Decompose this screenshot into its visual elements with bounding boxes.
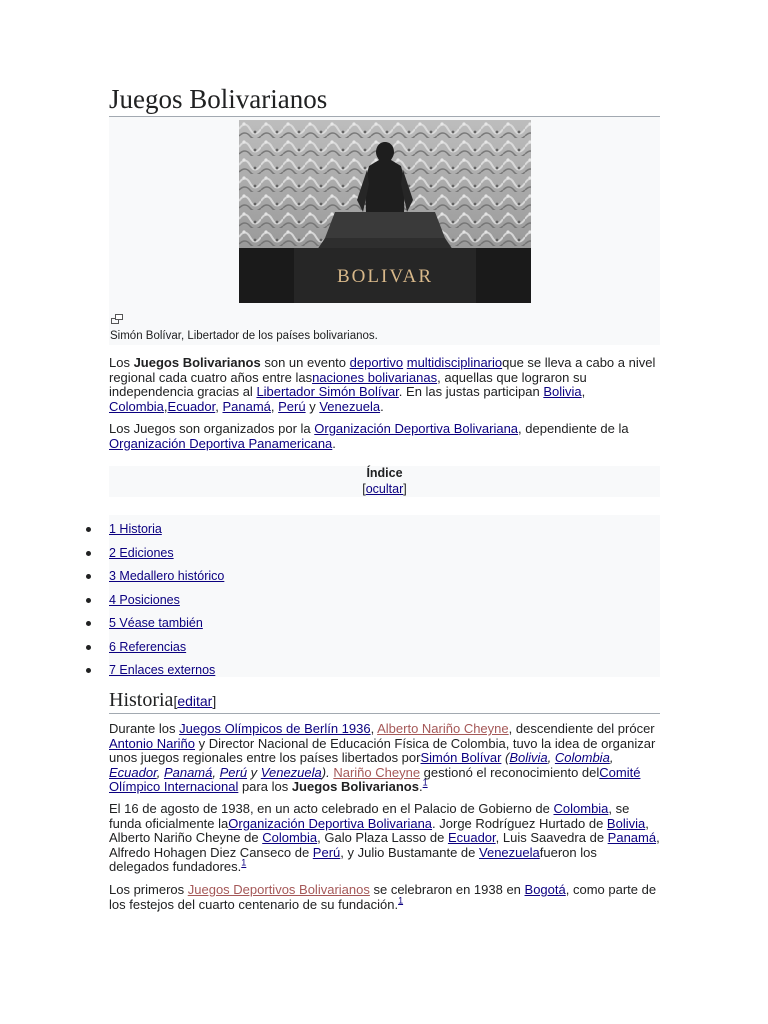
link-naciones-bolivarianas[interactable]: naciones bolivarianas [312,369,438,385]
toc-item-posiciones[interactable]: 4 Posiciones [109,593,180,607]
figure-caption: Simón Bolívar, Libertador de los países bolivarianos. [110,330,378,342]
ref-1[interactable]: 1 [398,895,404,906]
bolivar-monument-photo[interactable] [239,120,531,303]
bullet [86,574,91,579]
link-venezuela[interactable]: Venezuela [260,764,322,780]
link-peru[interactable]: Perú [278,398,306,414]
toc-hide-link[interactable]: ocultar [365,482,404,496]
toc-title: Índice [366,466,403,480]
page-title: Juegos Bolivarianos [109,84,328,114]
toc-item-medallero[interactable]: 3 Medallero histórico [109,569,224,583]
link-panama[interactable]: Panamá [607,830,657,845]
link-panama[interactable]: Panamá [222,398,271,414]
link-bolivia[interactable]: Bolivia [606,815,646,831]
link-bogota[interactable]: Bogotá [524,882,566,897]
edit-link[interactable]: editar [177,693,213,709]
link-odebo[interactable]: Organización Deportiva Bolivariana [228,815,433,831]
link-colombia[interactable]: Colombia [554,750,610,765]
toc-list [109,515,660,677]
enlarge-icon[interactable] [111,311,123,321]
link-deportivo[interactable]: deportivo [349,355,404,370]
plaque-text: BOLIVAR [337,266,433,287]
bullet [86,527,91,532]
link-odepa[interactable]: Organización Deportiva Panamericana [109,435,333,451]
link-colombia[interactable]: Colombia [553,801,609,816]
intro-paragraph-1: Los Juegos Bolivarianos son un evento deportivo multidisciplinarioque se lleva a cabo a nivel regional cada cuatro años entre lasnaciones bolivarianas, aquellas que lograron su independencia gracias al Libertador Simón Bolívar. En las justas participan Bolivia, Colombia,Ecuador, Panamá, Perú y Venezuela. [109,355,656,414]
link-antonio-narino[interactable]: Antonio Nariño [109,735,195,751]
link-colombia[interactable]: Colombia [109,398,164,414]
toc-toggle: [ocultar] [362,482,407,496]
link-colombia[interactable]: Colombia [262,830,318,845]
link-ecuador[interactable]: Ecuador [109,764,157,780]
link-multidisciplinario[interactable]: multidisciplinario [406,355,503,370]
section-edit: [editar] [173,693,217,709]
link-libertador[interactable]: Libertador Simón Bolívar [256,384,399,399]
link-peru[interactable]: Perú [219,764,248,780]
link-bolivia[interactable]: Bolivia [543,384,582,399]
section-heading-historia: Historia[editar] [109,689,217,711]
section-divider [109,713,660,714]
toc-item-historia[interactable]: 1 Historia [109,522,162,536]
link-simon-bolivar[interactable]: Simón Bolívar [420,750,502,765]
link-ecuador[interactable]: Ecuador [167,398,216,414]
bullet [86,668,91,673]
link-bolivia[interactable]: Bolivia [509,750,548,765]
link-juegos-deportivos-bolivarianos[interactable]: Juegos Deportivos Bolivarianos [187,882,370,897]
intro-paragraph-2: Los Juegos son organizados por la Organización Deportiva Bolivariana, dependiente de la Organización Deportiva Panamericana. [109,421,629,451]
link-peru[interactable]: Perú [312,844,341,860]
toc-header [109,466,660,497]
toc-item-enlaces-externos[interactable]: 7 Enlaces externos [109,663,215,677]
link-venezuela[interactable]: Venezuela [319,398,381,414]
bullet [86,645,91,650]
historia-paragraph-2: El 16 de agosto de 1938, en un acto celebrado en el Palacio de Gobierno de Colombia, se funda oficialmente laOrganización Deportiva Bolivariana. Jorge Rodríguez Hurtado de Bolivia, Alberto Nariño Cheyne de Colombia, Galo Plaza Lasso de Ecuador, Luis Saavedra de Panamá, Alfredo Hohagen Diez Canseco de Perú, y Julio Bustamante de Venezuelafueron los delegados fundadores.$^1$ [109,801,660,874]
toc-item-vease-tambien[interactable]: 5 Véase también [109,616,203,630]
link-berlin-1936[interactable]: Juegos Olímpicos de Berlín 1936 [179,721,371,736]
bullet [86,598,91,603]
ref-1[interactable]: 1 [241,857,247,868]
bullet [86,621,91,626]
link-odebo[interactable]: Organización Deportiva Bolivariana [314,421,519,436]
ref-1[interactable]: 1 [422,777,428,788]
link-coi[interactable]: Comité Olímpico Internacional [109,764,641,794]
link-ecuador[interactable]: Ecuador [447,830,496,845]
infobox-figure [109,117,660,345]
toc-item-referencias[interactable]: 6 Referencias [109,640,186,654]
bullet [86,551,91,556]
historia-paragraph-1: Durante los Juegos Olímpicos de Berlín 1936, Alberto Nariño Cheyne, descendiente del prócer Antonio Nariño y Director Nacional de Educación Física de Colombia, tuvo la idea de organizar unos juegos regionales entre los países libertados porSimón Bolívar (Bolivia, Colombia, Ecuador, Panamá, Perú y Venezuela). Nariño Cheyne gestionó el reconocimiento delComité Olímpico Internacional para los Juegos Bolivarianos.$^1$ [109,721,656,794]
link-alberto-narino[interactable]: Alberto Nariño Cheyne [377,721,509,736]
toc-item-ediciones[interactable]: 2 Ediciones [109,546,174,560]
link-venezuela[interactable]: Venezuela [479,844,540,860]
link-narino-cheyne[interactable]: Nariño Cheyne [333,764,421,780]
link-panama[interactable]: Panamá [163,764,213,780]
historia-paragraph-3: Los primeros Juegos Deportivos Bolivarianos se celebraron en 1938 en Bogotá, como parte de los festejos del cuarto centenario de su fundación.$^1$ [109,882,657,912]
